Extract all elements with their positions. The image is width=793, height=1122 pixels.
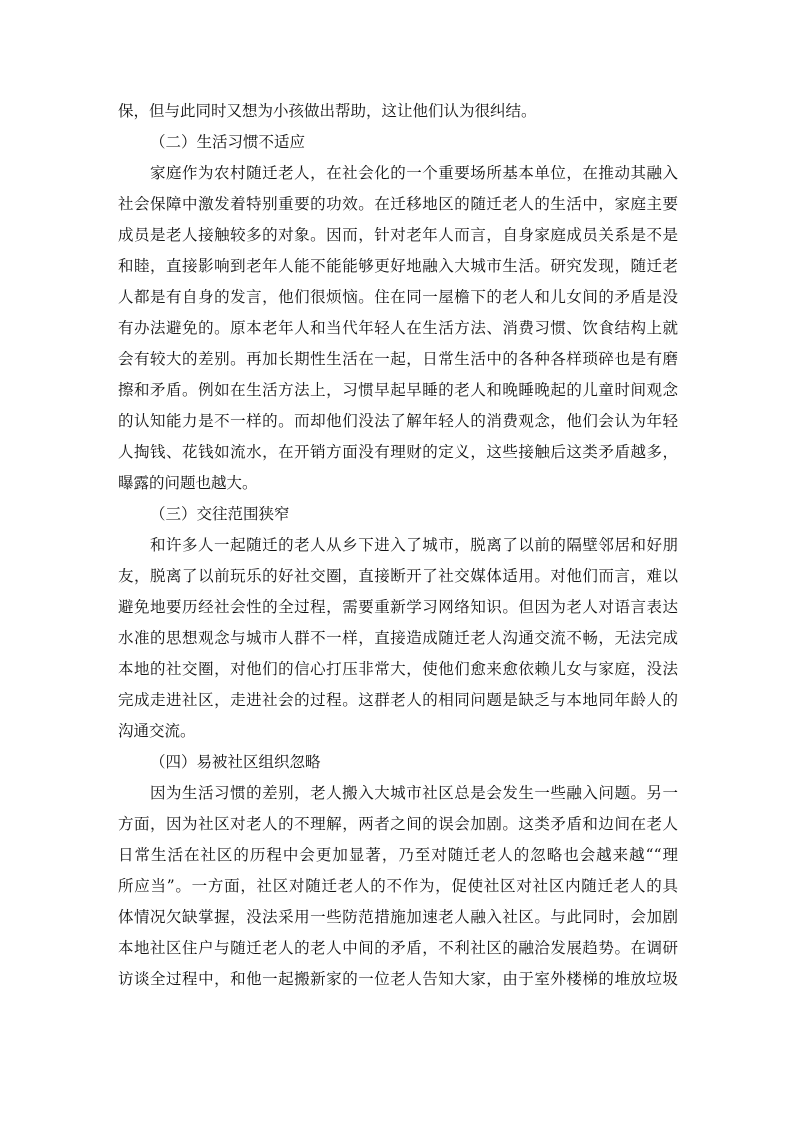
- section-heading-4: （四）易被社区组织忽略: [150, 753, 321, 771]
- paragraph-line: 完成走进社区，走进社会的过程。这群老人的相同问题是缺乏与本地同年龄人的: [118, 691, 678, 709]
- paragraph-line: 成员是老人接触较多的对象。因而，针对老年人而言，自身家庭成员关系是不是: [118, 226, 678, 244]
- paragraph-line: 避免地要历经社会性的全过程，需要重新学习网络知识。但因为老人对语言表达: [118, 598, 678, 616]
- paragraph-line: 人都是有自身的发言，他们很烦恼。住在同一屋檐下的老人和儿女间的矛盾是没: [118, 288, 678, 306]
- document-page: [118, 96, 678, 995]
- paragraph-line: 擦和矛盾。例如在生活方法上，习惯早起早睡的老人和晚睡晚起的儿童时间观念: [118, 381, 678, 399]
- paragraph-line: 体情况欠缺掌握，没法采用一些防范措施加速老人融入社区。与此同时，会加剧: [118, 908, 678, 926]
- paragraph-line: 曝露的问题也越大。: [118, 474, 258, 492]
- paragraph-line: 水准的思想观念与城市人群不一样，直接造成随迁老人沟通交流不畅，无法完成: [118, 629, 678, 647]
- paragraph-line: 所应当”。一方面，社区对随迁老人的不作为，促使社区对社区内随迁老人的具: [118, 877, 678, 895]
- section-heading-3: （三）交往范围狭窄: [150, 505, 290, 523]
- paragraph-line: 方面，因为社区对老人的不理解，两者之间的误会加剧。这类矛盾和边间在老人: [118, 815, 678, 833]
- paragraph-line: 有办法避免的。原本老年人和当代年轻人在生活方法、消费习惯、饮食结构上就: [118, 319, 678, 337]
- paragraph-line: 本地的社交圈，对他们的信心打压非常大，使他们愈来愈依赖儿女与家庭，没法: [118, 660, 678, 678]
- paragraph-line: 人掏钱、花钱如流水，在开销方面没有理财的定义，这些接触后这类矛盾越多，: [118, 443, 678, 461]
- paragraph-line: 因为生活习惯的差别，老人搬入大城市社区总是会发生一些融入问题。另一: [150, 784, 678, 802]
- paragraph-line: 和许多人一起随迁的老人从乡下进入了城市，脱离了以前的隔壁邻居和好朋: [150, 536, 678, 554]
- paragraph-line: 日常生活在社区的历程中会更加显著，乃至对随迁老人的忽略也会越来越““理: [118, 846, 678, 864]
- paragraph-line: 家庭作为农村随迁老人，在社会化的一个重要场所基本单位，在推动其融入: [150, 164, 678, 182]
- paragraph-line: 友，脱离了以前玩乐的好社交圈，直接断开了社交媒体适用。对他们而言，难以: [118, 567, 678, 585]
- paragraph-line: 访谈全过程中，和他一起搬新家的一位老人告知大家，由于室外楼梯的堆放垃圾: [118, 970, 678, 988]
- paragraph-line: 沟通交流。: [118, 722, 196, 740]
- paragraph-line: 和睦，直接影响到老年人能不能能够更好地融入大城市生活。研究发现，随迁老: [118, 257, 678, 275]
- paragraph-line: 保，但与此同时又想为小孩做出帮助，这让他们认为很纠结。: [118, 102, 537, 120]
- section-heading-2: （二）生活习惯不适应: [150, 133, 306, 151]
- paragraph-line: 会有较大的差别。再加长期性生活在一起，日常生活中的各种各样琐碎也是有磨: [118, 350, 678, 368]
- paragraph-line: 的认知能力是不一样的。而却他们没法了解年轻人的消费观念，他们会认为年轻: [118, 412, 678, 430]
- paragraph-line: 社会保障中激发着特别重要的功效。在迁移地区的随迁老人的生活中，家庭主要: [118, 195, 678, 213]
- paragraph-line: 本地社区住户与随迁老人的老人中间的矛盾，不利社区的融洽发展趋势。在调研: [118, 939, 678, 957]
